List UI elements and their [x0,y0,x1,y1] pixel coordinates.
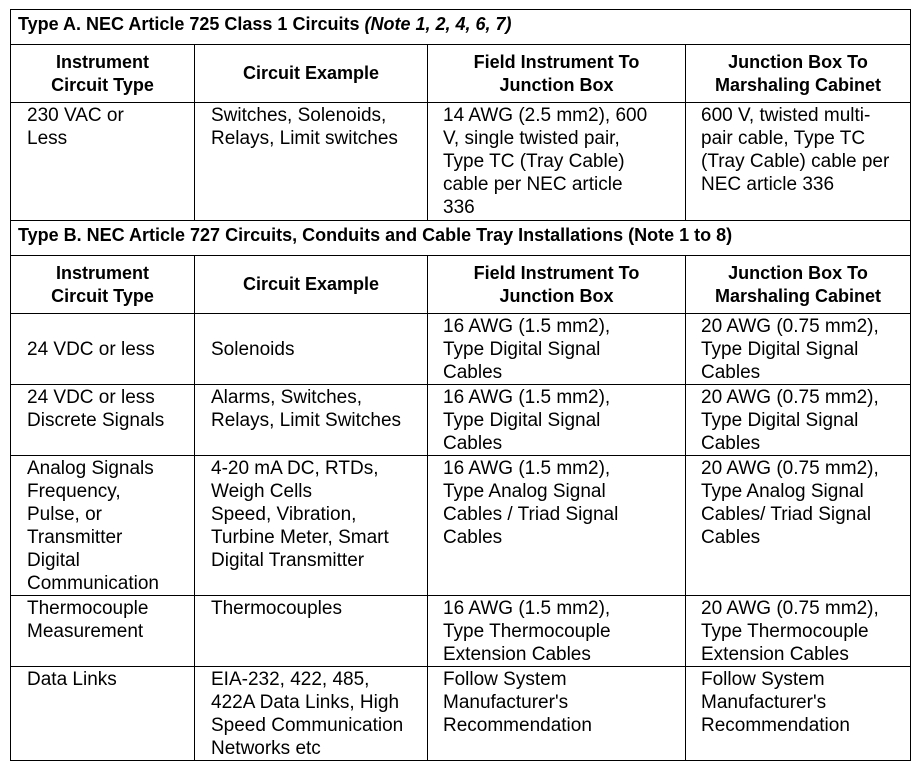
header-junction-box-to-marshaling-cabinet: Junction Box To Marshaling Cabinet [686,256,911,314]
cell-junction-to-marshaling: 20 AWG (0.75 mm2), Type Thermocouple Extension Cables [686,596,911,667]
section-b-header-row [11,256,911,314]
cell-field-to-junction: 16 AWG (1.5 mm2), Type Thermocouple Extension Cables [428,596,686,667]
cable-spec-document [10,9,911,761]
cell-circuit-type: 24 VDC or less Discrete Signals [11,385,195,456]
header-field-instrument-to-junction-box: Field Instrument To Junction Box [428,256,686,314]
cell-field-to-junction: 16 AWG (1.5 mm2), Type Analog Signal Cables / Triad Signal Cables [428,456,686,596]
cell-field-to-junction: 16 AWG (1.5 mm2), Type Digital Signal Cables [428,385,686,456]
cable-spec-table [10,9,911,761]
cell-field-to-junction: 16 AWG (1.5 mm2), Type Digital Signal Cables [428,314,686,385]
cell-circuit-type: Data Links [11,667,195,761]
header-circuit-example: Circuit Example [195,256,428,314]
cell-circuit-example: 4-20 mA DC, RTDs, Weigh Cells Speed, Vibration, Turbine Meter, Smart Digital Transmitter [195,456,428,596]
cell-circuit-example: Alarms, Switches, Relays, Limit Switches [195,385,428,456]
cell-circuit-type: 24 VDC or less [11,314,195,385]
table-row [11,456,911,596]
cell-circuit-example: Thermocouples [195,596,428,667]
section-a-title [11,10,911,45]
section-b-title: Type B. NEC Article 727 Circuits, Conduits and Cable Tray Installations (Note 1 to 8) [11,221,911,256]
header-instrument-circuit-type: Instrument Circuit Type [11,256,195,314]
cell-circuit-type: Analog Signals Frequency, Pulse, or Transmitter Digital Communication [11,456,195,596]
cell-circuit-example: Switches, Solenoids, Relays, Limit switches [195,103,428,221]
section-b-title-row [11,221,911,256]
cell-field-to-junction: 14 AWG (2.5 mm2), 600 V, single twisted pair, Type TC (Tray Cable) cable per NEC article 336 [428,103,686,221]
header-field-instrument-to-junction-box: Field Instrument To Junction Box [428,45,686,103]
cell-junction-to-marshaling: Follow System Manufacturer's Recommendation [686,667,911,761]
section-a-title-row [11,10,911,45]
cell-junction-to-marshaling: 20 AWG (0.75 mm2), Type Digital Signal Cables [686,385,911,456]
header-instrument-circuit-type: Instrument Circuit Type [11,45,195,103]
table-row [11,314,911,385]
section-a-note: (Note 1, 2, 4, 6, 7) [364,14,512,34]
table-row [11,385,911,456]
table-row [11,667,911,761]
table-row [11,103,911,221]
cell-circuit-example: EIA-232, 422, 485, 422A Data Links, High Speed Communication Networks etc [195,667,428,761]
section-a-header-row [11,45,911,103]
cell-junction-to-marshaling: 20 AWG (0.75 mm2), Type Digital Signal Cables [686,314,911,385]
table-row [11,596,911,667]
header-circuit-example: Circuit Example [195,45,428,103]
cell-junction-to-marshaling: 600 V, twisted multi- pair cable, Type TC (Tray Cable) cable per NEC article 336 [686,103,911,221]
section-a-title-text: Type A. NEC Article 725 Class 1 Circuits [18,14,365,34]
cell-junction-to-marshaling: 20 AWG (0.75 mm2), Type Analog Signal Cables/ Triad Signal Cables [686,456,911,596]
header-junction-box-to-marshaling-cabinet: Junction Box To Marshaling Cabinet [686,45,911,103]
cell-circuit-example: Solenoids [195,314,428,385]
cell-circuit-type: 230 VAC or Less [11,103,195,221]
cell-circuit-type: Thermocouple Measurement [11,596,195,667]
cell-field-to-junction: Follow System Manufacturer's Recommendation [428,667,686,761]
